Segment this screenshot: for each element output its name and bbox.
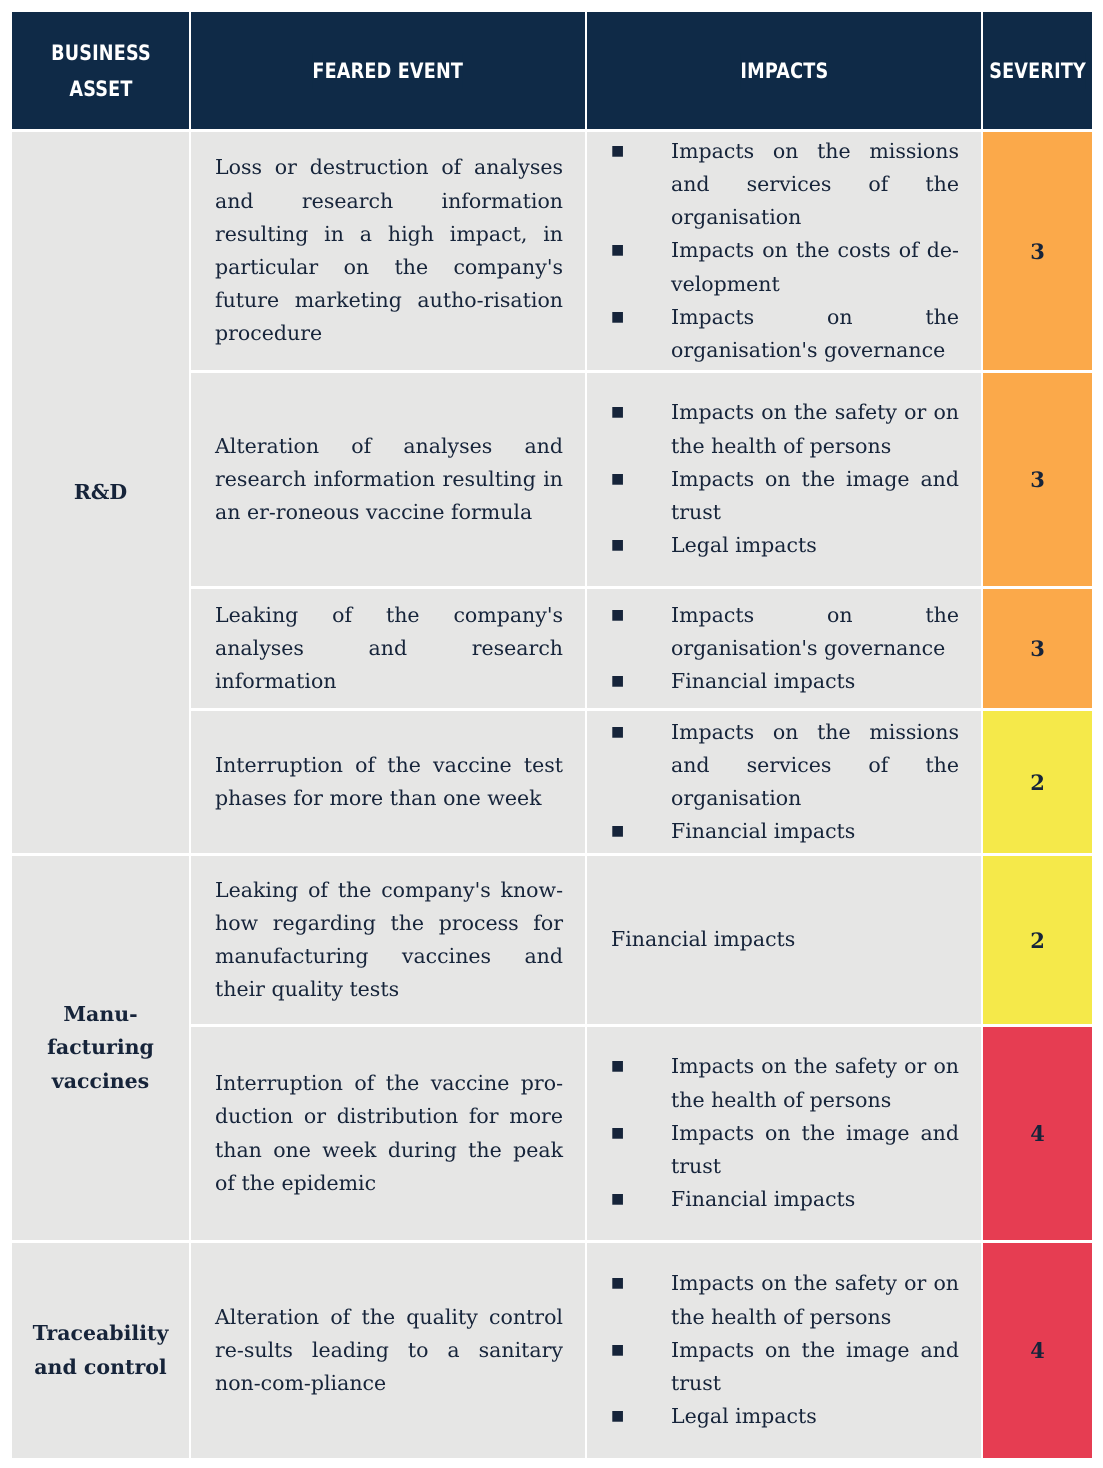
- impact-item: [611, 1183, 959, 1216]
- impact-text: Impacts on the organisation's governance: [671, 602, 959, 660]
- impacts-cell: [587, 589, 981, 708]
- impact-text: Impacts on the image and trust: [671, 1337, 959, 1396]
- feared-event-text: Loss or destruction of analyses and research information resulting in a high impact, in particular on the company's future marketing autho-risation procedure: [215, 155, 563, 346]
- impacts-cell: [587, 373, 981, 586]
- square-bullet-icon: ■: [611, 142, 625, 159]
- impact-text: Legal impacts: [671, 533, 817, 558]
- feared-event-text: Leaking of the company's know-how regarding the process for manufacturing vaccines and their quality tests: [215, 877, 563, 1002]
- header-business-asset: BUSINESS ASSET: [38, 35, 164, 107]
- feared-event-text: Interruption of the vaccine pro-duction or distribution for more than one week during the peak of the epidemic: [215, 1071, 563, 1195]
- impact-item: [611, 301, 959, 367]
- feared-event-cell: [191, 1243, 585, 1458]
- impact-text: Impacts on the image and trust: [671, 1120, 959, 1179]
- square-bullet-icon: ■: [611, 723, 625, 740]
- square-bullet-icon: ■: [611, 1275, 625, 1292]
- header-feared-event-cell: [191, 12, 585, 129]
- severity-badge: 4: [983, 1243, 1092, 1458]
- impact-item: [611, 599, 959, 665]
- impact-text: Impacts on the safety or on the health of persons: [671, 1054, 959, 1112]
- severity-badge: 3: [983, 132, 1092, 370]
- impact-item: [611, 234, 959, 300]
- feared-event-text: Alteration of analyses and research information resulting in an er-roneous vaccine formula: [215, 433, 563, 525]
- header-severity-cell: [983, 12, 1092, 129]
- asset-traceability: Traceability and control: [12, 1243, 189, 1458]
- square-bullet-icon: ■: [611, 537, 625, 554]
- square-bullet-icon: ■: [611, 1058, 625, 1075]
- impact-item: [611, 1050, 959, 1116]
- impacts-cell: [587, 1243, 981, 1458]
- header-impacts-cell: [587, 12, 981, 129]
- feared-event-cell: [191, 856, 585, 1024]
- impact-item: [611, 529, 959, 562]
- impacts-cell: [587, 1027, 981, 1240]
- asset-manufacturing: [12, 856, 189, 1240]
- header-feared-event: FEARED EVENT: [313, 53, 464, 89]
- header-impacts: IMPACTS: [740, 53, 828, 89]
- feared-event-cell: [191, 711, 585, 853]
- square-bullet-icon: ■: [611, 470, 625, 487]
- severity-badge: 3: [983, 589, 1092, 708]
- impact-text: Financial impacts: [671, 819, 856, 844]
- severity-badge: 4: [983, 1027, 1092, 1240]
- feared-event-cell: [191, 589, 585, 708]
- impact-text: Legal impacts: [671, 1404, 817, 1429]
- impact-item: [611, 135, 959, 235]
- impact-item: [611, 396, 959, 462]
- impact-item: [611, 1117, 959, 1183]
- impacts-cell: [587, 856, 981, 1024]
- impact-text: Financial impacts: [671, 1187, 856, 1212]
- impacts-cell: [587, 711, 981, 853]
- impacts-cell: [587, 132, 981, 370]
- square-bullet-icon: ■: [611, 673, 625, 690]
- asset-manufacturing-label: Manu-facturing vaccines: [47, 1002, 154, 1093]
- impact-item: [611, 815, 959, 848]
- risk-table: [12, 12, 1092, 1458]
- feared-event-text: Leaking of the company's analyses and research information: [215, 602, 563, 694]
- square-bullet-icon: ■: [611, 1124, 625, 1141]
- impact-item: [611, 716, 959, 816]
- square-bullet-icon: ■: [611, 308, 625, 325]
- square-bullet-icon: ■: [611, 606, 625, 623]
- impact-text: Impacts on the missions and services of the organisation: [671, 719, 959, 810]
- header-severity: SEVERITY: [989, 53, 1086, 89]
- impact-item: [611, 1267, 959, 1333]
- impact-text: Impacts on the safety or on the health of persons: [671, 1271, 959, 1329]
- header-business-asset-cell: [12, 12, 189, 129]
- impact-item: [611, 463, 959, 529]
- severity-badge: 2: [983, 856, 1092, 1024]
- square-bullet-icon: ■: [611, 1341, 625, 1358]
- impact-item: [611, 665, 959, 698]
- impact-text: Impacts on the organisation's governance: [671, 304, 959, 362]
- square-bullet-icon: ■: [611, 242, 625, 259]
- impact-text: Impacts on the safety or on the health of persons: [671, 400, 959, 458]
- feared-event-text: Alteration of the quality control re-sults leading to a sanitary non-com-pliance: [215, 1304, 563, 1396]
- impact-text: Impacts on the costs of de-velopment: [671, 238, 959, 296]
- severity-badge: 2: [983, 711, 1092, 853]
- impact-item: [611, 1400, 959, 1433]
- impact-text: Impacts on the image and trust: [671, 466, 959, 525]
- impact-item: [611, 1334, 959, 1400]
- feared-event-cell: [191, 132, 585, 370]
- impact-text: Financial impacts: [671, 669, 856, 694]
- square-bullet-icon: ■: [611, 1191, 625, 1208]
- asset-rd: R&D: [12, 132, 189, 853]
- square-bullet-icon: ■: [611, 1408, 625, 1425]
- feared-event-cell: [191, 373, 585, 586]
- impact-text: Financial impacts: [611, 927, 796, 952]
- severity-badge: 3: [983, 373, 1092, 586]
- feared-event-text: Interruption of the vaccine test phases for more than one week: [215, 752, 563, 810]
- square-bullet-icon: ■: [611, 823, 625, 840]
- impact-text: Impacts on the missions and services of the organisation: [671, 138, 959, 230]
- square-bullet-icon: ■: [611, 404, 625, 421]
- feared-event-cell: [191, 1027, 585, 1240]
